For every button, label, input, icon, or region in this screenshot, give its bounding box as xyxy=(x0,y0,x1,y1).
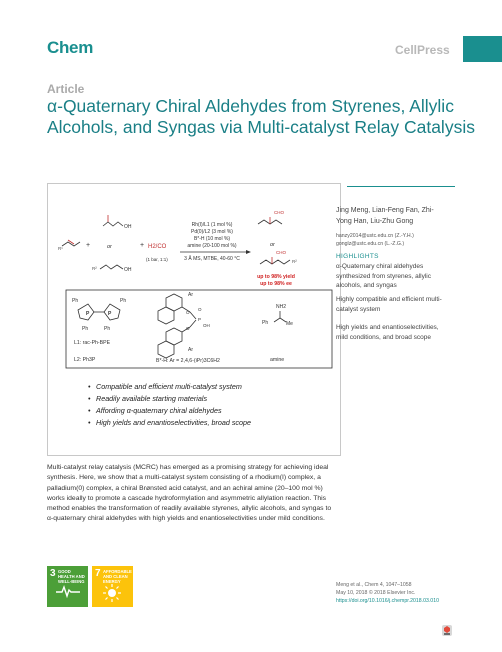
l1-label: L1: rac-Ph-BPE xyxy=(74,340,111,346)
syngas-ratio: (1 bar, 1:1) xyxy=(146,257,168,262)
oh-label-2: OH xyxy=(124,267,132,273)
sdg-goal-3-badge[interactable] xyxy=(47,566,88,607)
doi-link[interactable]: https://doi.org/10.1016/j.chempr.2018.03.010 xyxy=(336,598,439,604)
sdg-7-label: AFFORDABLE AND CLEAN ENERGY xyxy=(103,569,132,584)
amine-label: amine xyxy=(270,357,285,363)
ga-bullet-2: Readily available starting materials xyxy=(96,394,208,403)
nh2-label: NH2 xyxy=(276,304,287,310)
me-label: Me xyxy=(286,321,293,327)
highlight-item: α-Quaternary chiral aldehydes synthesized from styrenes, allylic alcohols, and syngas xyxy=(336,263,432,289)
l2-label: L2: Ph3P xyxy=(74,357,96,363)
ee-text: up to 98% ee xyxy=(260,281,292,287)
highlight-item: Highly compatible and efficient multi-catalyst system xyxy=(336,296,442,313)
p-label-2: P xyxy=(108,311,112,317)
journal-logo[interactable]: Chem xyxy=(47,38,94,57)
summary-paragraph: Multi-catalyst relay catalysis (MCRC) has emerged as a promising strategy for achieving ideal synthesis. Here, we show that a multi-catalyst system consisting of a rhodium(I) complex, a palladium(0) complex, a chiral Brønsted acid catalyst, and an achiral amine (20–100 mol %) works ideally to promote a cascade hydroformylation and asymmetric allylation reaction. This method enables the transformation of readily available styrenes, allylic alcohols, and syngas to α-quaternary chiral aldehydes with high yields and enantioselectivities under mild conditions. xyxy=(47,464,332,523)
bh-label: B*-H: Ar = 2,4,6-(iPr)3C6H2 xyxy=(156,358,220,364)
condition-2: Pd(0)/L2 (3 mol %) xyxy=(191,229,233,235)
publisher-logo[interactable]: CellPress xyxy=(395,43,450,57)
product-structures xyxy=(258,217,290,264)
ar-label-1: Ar xyxy=(188,292,193,298)
ph-label-1: Ph xyxy=(72,298,79,304)
o-label-3: O xyxy=(198,307,202,312)
article-title: α-Quaternary Chiral Aldehydes from Styrenes, Allylic Alcohols, and Syngas via Multi-catalyst Relay Catalysis xyxy=(47,96,475,137)
amine-structure xyxy=(274,311,286,322)
oh-label-3: OH xyxy=(203,323,210,328)
graphical-abstract-figure xyxy=(48,184,342,457)
sdg-3-number: 3 xyxy=(50,568,56,579)
l1-ligand-structure xyxy=(78,304,120,320)
crossmark-icon[interactable] xyxy=(441,624,453,637)
svg-text:•: • xyxy=(88,406,91,415)
condition-3: B*-H (10 mol %) xyxy=(193,236,231,242)
svg-text:+: + xyxy=(86,242,91,249)
condition-1: Rh(I)/L1 (1 mol %) xyxy=(191,222,233,228)
yield-text: up to 98% yield xyxy=(257,274,295,280)
email-list xyxy=(336,232,448,248)
sdg-7-number: 7 xyxy=(95,568,101,579)
email-link-2[interactable]: gonglz@ustc.edu.cn (L.-Z.G.) xyxy=(336,241,405,247)
email-link-1[interactable]: hanzy2014@ustc.edu.cn (Z.-Y.H.) xyxy=(336,233,414,239)
svg-text:+: + xyxy=(140,242,145,249)
syngas-label: H2/CO xyxy=(148,244,167,250)
sun-icon xyxy=(100,583,124,603)
ph-label-3: Ph xyxy=(82,326,89,332)
o-label-1: O xyxy=(186,310,190,315)
allylic-alcohol-structures xyxy=(100,215,123,269)
or-label-2: or xyxy=(270,242,275,248)
sdg-goal-7-badge[interactable] xyxy=(92,566,133,607)
r2-label-1: R² xyxy=(92,266,97,271)
o-label-2: O xyxy=(186,326,190,331)
article-type-label: Article xyxy=(47,82,85,96)
ga-bullet-list xyxy=(88,382,251,427)
citation-block xyxy=(336,581,466,605)
heartbeat-icon xyxy=(55,583,81,599)
svg-text:•: • xyxy=(88,394,91,403)
sdg-3-label: GOOD HEALTH AND WELL-BEING xyxy=(58,569,85,584)
ph-label-5: Ph xyxy=(262,320,269,326)
styrene-structure xyxy=(62,240,80,246)
graphical-abstract xyxy=(47,183,341,456)
svg-text:•: • xyxy=(88,382,91,391)
r2-label-2: R² xyxy=(292,259,297,264)
condition-5: 3 Å MS, MTBE, 40-60 °C xyxy=(184,256,240,262)
sidebar-divider xyxy=(347,186,455,187)
svg-text:•: • xyxy=(88,418,91,427)
highlight-item: High yields and enantioselectivities, mild conditions, and broad scope xyxy=(336,324,439,341)
p-label-3: P xyxy=(198,317,202,322)
ph-label-2: Ph xyxy=(120,298,127,304)
svg-text:R¹: R¹ xyxy=(58,246,63,251)
citation-line-2: May 10, 2018 © 2018 Elsevier Inc. xyxy=(336,590,416,596)
author-list: Jing Meng, Lian-Feng Fan, Zhi-Yong Han, Liu-Zhu Gong xyxy=(336,207,434,225)
brand-color-block xyxy=(463,36,502,62)
oh-label-1: OH xyxy=(124,224,132,230)
cho-label-1: CHO xyxy=(274,210,284,215)
highlights-heading: HIGHLIGHTS xyxy=(336,253,379,260)
ga-bullet-3: Affording α-quaternary chiral aldehydes xyxy=(96,406,222,415)
ph-label-4: Ph xyxy=(104,326,111,332)
cho-label-2: CHO xyxy=(276,250,286,255)
condition-4: amine (20-100 mol %) xyxy=(187,243,237,249)
ga-bullet-4: High yields and enantioselectivities, broad scope xyxy=(96,418,252,427)
ar-label-2: Ar xyxy=(188,347,193,353)
p-label-1: P xyxy=(86,311,90,317)
ga-bullet-1: Compatible and efficient multi-catalyst system xyxy=(96,382,242,391)
citation-line-1: Meng et al., Chem 4, 1047–1058 xyxy=(336,582,412,588)
reaction-conditions xyxy=(184,222,240,262)
or-label-1: or xyxy=(107,244,112,250)
